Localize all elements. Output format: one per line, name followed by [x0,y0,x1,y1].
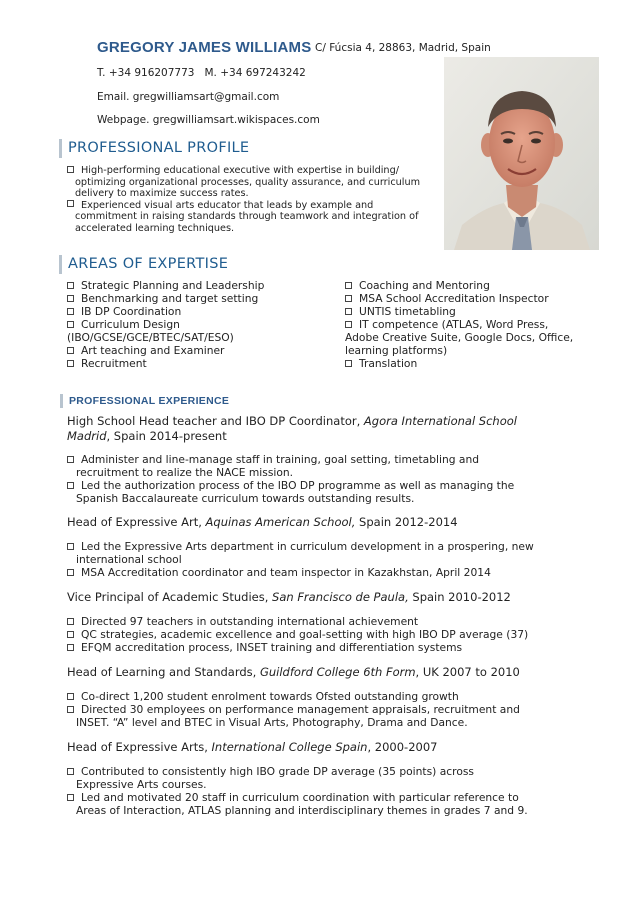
job-bullets-4 [67,690,557,729]
job-bullet: QC strategies, academic excellence and goal-setting with high IBO DP average (37) [67,628,557,641]
checkbox-bullet-icon [67,200,74,207]
expertise-item: Strategic Planning and Leadership [67,279,337,292]
job-bullet: MSA Accreditation coordinator and team inspector in Kazakhstan, April 2014 [67,566,557,579]
checkbox-bullet-icon [67,347,74,354]
expertise-item: Coaching and Mentoring [345,279,605,292]
expertise-item: MSA School Accreditation Inspector [345,292,605,305]
expertise-item: IT competence (ATLAS, Word Press, [345,318,605,331]
checkbox-bullet-icon [67,631,74,638]
checkbox-bullet-icon [67,321,74,328]
job-bullet: Led the authorization process of the IBO DP programme as well as managing the Spanish Baccalaureate curriculum towards outstanding results. [67,479,547,505]
expertise-item: Art teaching and Examiner [67,344,337,357]
job-bullet: Directed 97 teachers in outstanding international achievement [67,615,557,628]
section-title-experience: PROFESSIONAL EXPERIENCE [60,394,229,408]
expertise-item-continued: Adobe Creative Suite, Google Docs, Office, [345,331,574,344]
checkbox-bullet-icon [67,693,74,700]
checkbox-bullet-icon [345,321,352,328]
checkbox-bullet-icon [345,308,352,315]
profile-item: Experienced visual arts educator that leads by example and commitment in raising standards through teamwork and integration of accelerated learning techniques. [67,200,427,235]
checkbox-bullet-icon [67,706,74,713]
phone-line: T. +34 916207773 M. +34 697243242 [97,67,306,79]
checkbox-bullet-icon [67,456,74,463]
section-title-profile: PROFESSIONAL PROFILE [59,139,249,158]
checkbox-bullet-icon [345,282,352,289]
checkbox-bullet-icon [67,644,74,651]
job-title-5: Head of Expressive Arts, International College Spain, 2000-2007 [67,740,438,754]
job-bullet: Directed 30 employees on performance management appraisals, recruitment and INSET. “A” level and BTEC in Visual Arts, Photography, Drama and Dance. [67,703,557,729]
checkbox-bullet-icon [67,543,74,550]
checkbox-bullet-icon [67,569,74,576]
checkbox-bullet-icon [345,360,352,367]
address: C/ Fúcsia 4, 28863, Madrid, Spain [315,42,491,54]
job-bullets-5 [67,765,567,817]
job-title-1: High School Head teacher and IBO DP Coordinator, Agora International School Madrid, Spain 2014-present [67,414,517,443]
job-bullet: Led the Expressive Arts department in curriculum development in a prospering, new international school [67,540,557,566]
job-bullet: Co-direct 1,200 student enrolment towards Ofsted outstanding growth [67,690,557,703]
job-title-4: Head of Learning and Standards, Guildford College 6th Form, UK 2007 to 2010 [67,665,520,679]
checkbox-bullet-icon [67,282,74,289]
checkbox-bullet-icon [67,618,74,625]
expertise-item-continued: learning platforms) [345,344,448,357]
expertise-item: Curriculum Design [67,318,337,331]
web-line: Webpage. gregwilliamsart.wikispaces.com [97,114,320,126]
expertise-item-continued: (IBO/GCSE/GCE/BTEC/SAT/ESO) [67,331,234,344]
section-title-expertise: AREAS OF EXPERTISE [59,255,228,274]
job-bullet: Contributed to consistently high IBO grade DP average (35 points) across Expressive Arts courses. [67,765,567,791]
job-bullet: Led and motivated 20 staff in curriculum coordination with particular reference to Areas of Interaction, ATLAS planning and interdisciplinary themes in grades 7 and 9. [67,791,567,817]
candidate-name: GREGORY JAMES WILLIAMS [97,39,312,56]
profile-list [67,165,427,234]
checkbox-bullet-icon [67,482,74,489]
checkbox-bullet-icon [67,308,74,315]
expertise-item: Recruitment [67,357,337,370]
checkbox-bullet-icon [67,295,74,302]
email-line: Email. gregwilliamsart@gmail.com [97,91,280,103]
checkbox-bullet-icon [67,166,74,173]
expertise-item: UNTIS timetabling [345,305,605,318]
checkbox-bullet-icon [67,768,74,775]
job-bullets-1 [67,453,547,505]
expertise-item: IB DP Coordination [67,305,337,318]
profile-photo [444,57,599,250]
job-title-3: Vice Principal of Academic Studies, San Francisco de Paula, Spain 2010-2012 [67,590,511,604]
job-title-2: Head of Expressive Art, Aquinas American School, Spain 2012-2014 [67,515,458,529]
expertise-item: Translation [345,357,605,370]
expertise-list-right [345,279,605,370]
job-bullet: EFQM accreditation process, INSET training and differentiation systems [67,641,557,654]
job-bullets-3 [67,615,557,654]
checkbox-bullet-icon [67,360,74,367]
checkbox-bullet-icon [345,295,352,302]
job-bullets-2 [67,540,557,579]
expertise-item: Benchmarking and target setting [67,292,337,305]
checkbox-bullet-icon [67,794,74,801]
job-bullet: Administer and line-manage staff in training, goal setting, timetabling and recruitment to realize the NACE mission. [67,453,547,479]
expertise-list-left [67,279,337,370]
profile-item: High-performing educational executive with expertise in building/ optimizing organizational processes, quality assurance, and curriculum delivery to maximize success rates. [67,165,427,200]
